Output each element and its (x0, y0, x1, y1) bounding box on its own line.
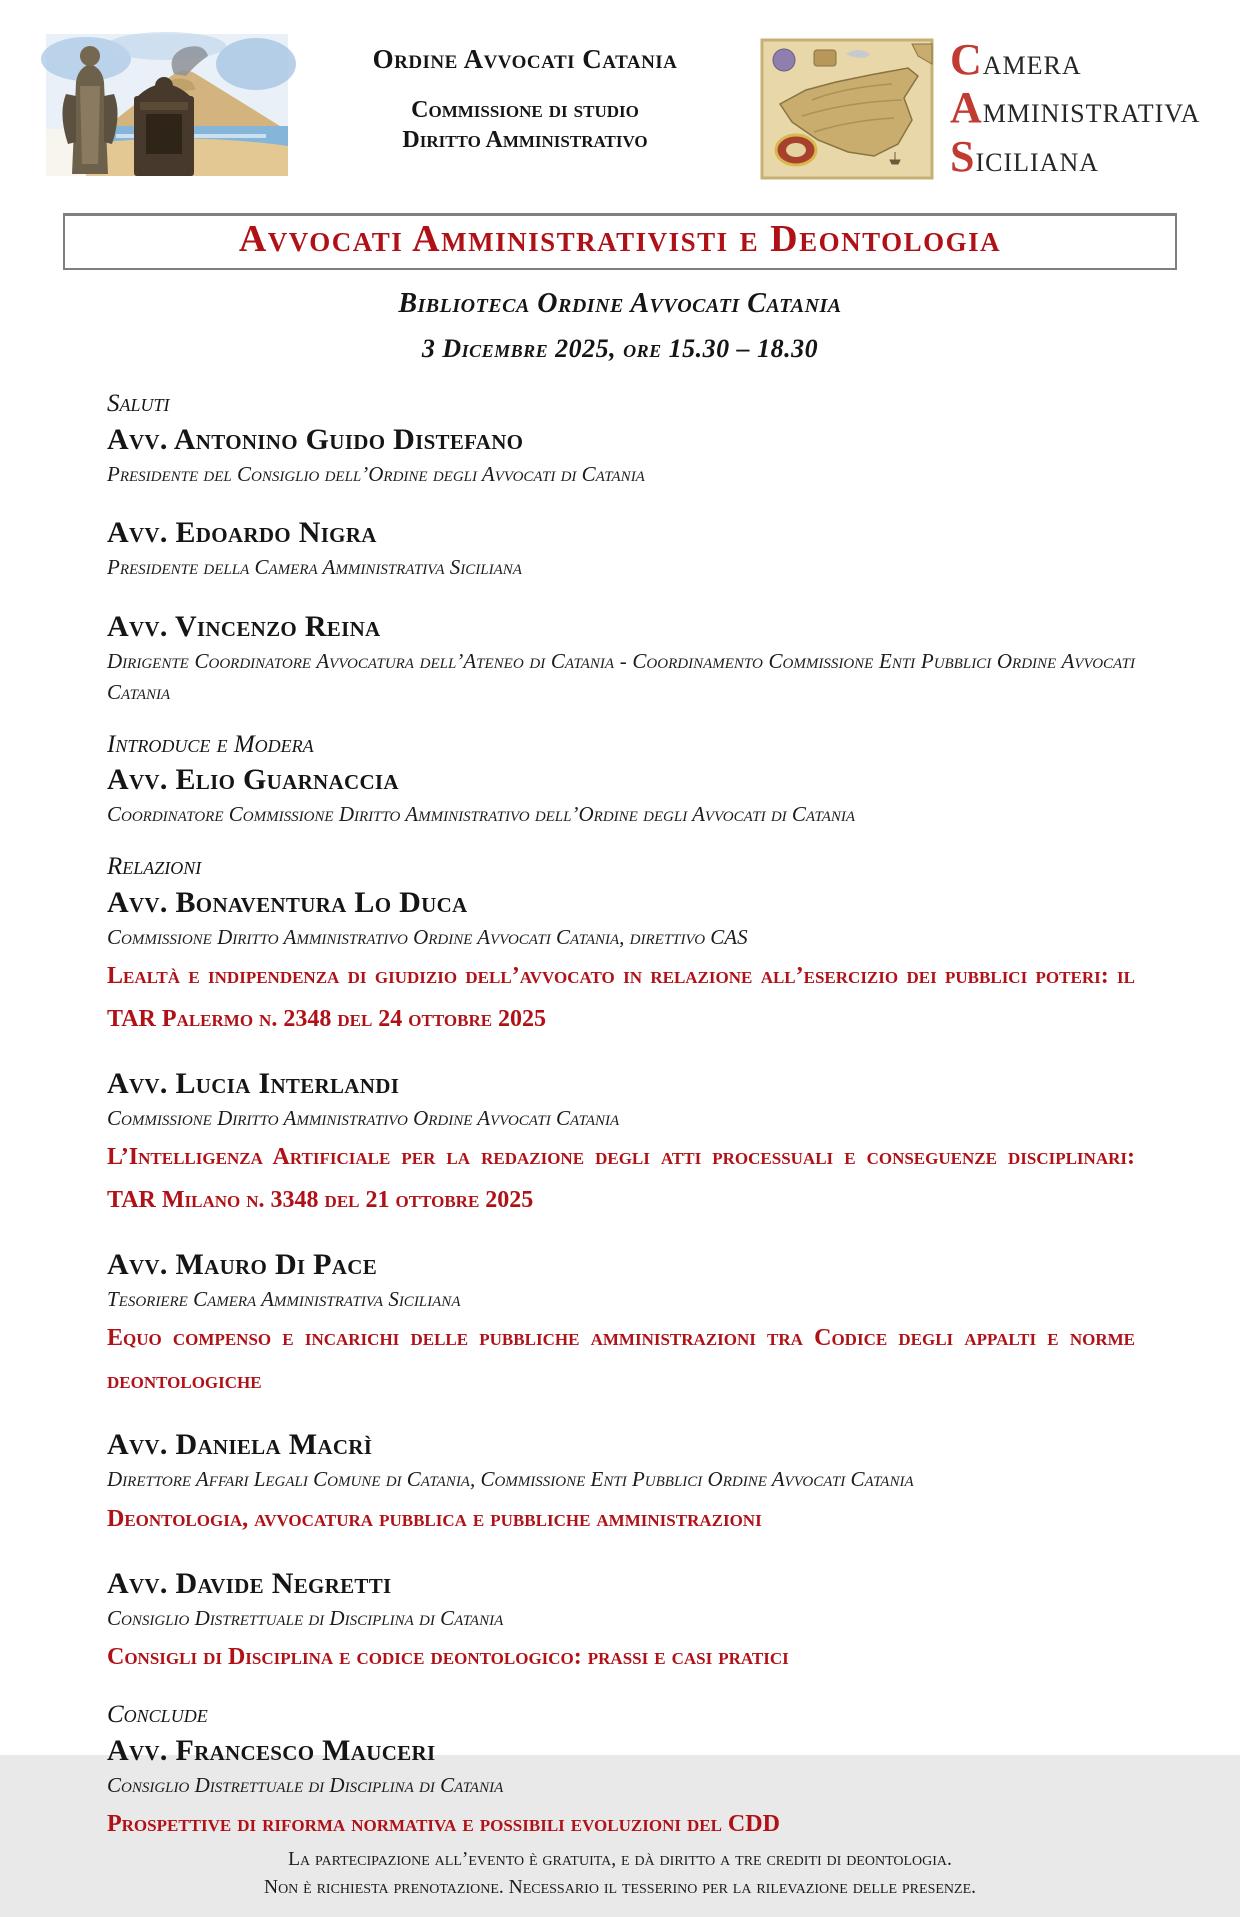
section-label-relazioni: Relazioni (107, 852, 202, 880)
speaker-entry-di-pace (107, 1247, 1135, 1403)
cas-rest-amministrativa: MMINISTRATIVA (982, 99, 1201, 129)
cas-initial-s: S (950, 131, 976, 181)
speaker-entry-macri (107, 1427, 1135, 1540)
cas-initial-c: C (950, 35, 983, 84)
organizer-block (288, 34, 762, 154)
speaker-name: Avv. Mauro Di Pace (107, 1247, 378, 1281)
sicily-map-logo (762, 40, 932, 178)
title-banner (63, 213, 1177, 270)
speaker-name: Avv. Antonino Guido Distefano (107, 422, 524, 456)
program-list (0, 364, 1240, 1846)
organizer-subtitle-2: Diritto Amministrativo (402, 127, 648, 153)
header (0, 0, 1240, 183)
speaker-entry-lo-duca (107, 885, 1135, 1041)
talk-title: Deontologia, avvocatura pubblica e pubbliche amministrazioni (107, 1505, 762, 1532)
speaker-name: Avv. Vincenzo Reina (107, 609, 381, 643)
speaker-role: Commissione Diritto Amministrativo Ordine Avvocati Catania (107, 1105, 620, 1130)
speaker-role: Direttore Affari Legali Comune di Catania, Commissione Enti Pubblici Ordine Avvocati Catania (107, 1467, 914, 1492)
cas-initial-a: A (950, 83, 983, 133)
organizer-title: Ordine Avvocati Catania (372, 44, 678, 74)
cas-line-siciliana (950, 131, 1200, 183)
speaker-role: Coordinatore Commissione Diritto Amministrativo dell’Ordine degli Avvocati di Catania (107, 802, 856, 827)
speaker-name: Avv. Daniela Macrì (107, 1428, 373, 1462)
speaker-name: Avv. Francesco Mauceri (107, 1733, 436, 1767)
talk-title: Prospettive di riforma normativa e possibili evoluzioni del CDD (107, 1811, 780, 1838)
talk-title: L’Intelligenza Artificiale per la redazione degli atti processuali e conseguenze disciplinari: TAR Milano n. 3348 del 21 ottobre 2025 (107, 1144, 1135, 1213)
speaker-name: Avv. Elio Guarnaccia (107, 763, 399, 797)
speaker-role: Presidente del Consiglio dell’Ordine degli Avvocati di Catania (107, 461, 645, 486)
speaker-entry-interlandi (107, 1066, 1135, 1222)
cas-rest-camera: AMERA (982, 51, 1082, 80)
cas-line-camera (950, 35, 1200, 86)
section-label-conclude: Conclude (107, 1700, 208, 1728)
antique-map-icon (762, 40, 932, 178)
speaker-role: Commissione Diritto Amministrativo Ordine Avvocati Catania, direttivo CAS (107, 924, 748, 949)
speaker-role: Tesoriere Camera Amministrativa Siciliana (107, 1286, 461, 1311)
catania-watercolor-logo (46, 34, 288, 176)
speaker-role: Consiglio Distrettuale di Disciplina di Catania (107, 1605, 504, 1630)
watercolor-artwork-icon (46, 34, 288, 176)
cas-rest-siciliana: ICILIANA (975, 147, 1100, 177)
speaker-entry-distefano (107, 422, 1135, 491)
speaker-name: Avv. Davide Negretti (107, 1566, 392, 1600)
page-title: Avvocati Amministrativisti e Deontologia (238, 217, 1002, 260)
talk-title: Equo compenso e incarichi delle pubbliche amministrazioni tra Codice degli appalti e norme deontologiche (107, 1325, 1135, 1394)
speaker-role: Dirigente Coordinatore Avvocatura dell’Ateneo di Catania - Coordinamento Commissione Enti Pubblici Ordine Avvocati Catania (107, 648, 1135, 705)
cas-wordmark (932, 34, 1200, 183)
footer-line-1: La partecipazione all’evento è gratuita, e dà diritto a tre crediti di deontologia. (288, 1848, 952, 1870)
footer-note (0, 1846, 1240, 1917)
speaker-role: Consiglio Distrettuale di Disciplina di Catania (107, 1772, 504, 1797)
section-label-saluti: Saluti (107, 389, 170, 417)
speaker-name: Avv. Edoardo Nigra (107, 516, 377, 550)
speaker-entry-guarnaccia (107, 762, 1135, 831)
speaker-entry-negretti (107, 1566, 1135, 1679)
cas-line-amministrativa (950, 83, 1201, 134)
talk-title: Consigli di Disciplina e codice deontologico: prassi e casi pratici (107, 1644, 789, 1671)
footer-line-2: Non è richiesta prenotazione. Necessario il tesserino per la rilevazione delle presenze. (263, 1876, 976, 1898)
venue-line: Biblioteca Ordine Avvocati Catania (398, 287, 842, 319)
speaker-entry-reina (107, 609, 1135, 709)
speaker-name: Avv. Lucia Interlandi (107, 1066, 400, 1100)
talk-title: Lealtà e indipendenza di giudizio dell’avvocato in relazione all’esercizio dei pubblici poteri: il TAR Palermo n. 2348 del 24 ottobre 2025 (107, 963, 1135, 1032)
speaker-role: Presidente della Camera Amministrativa Siciliana (107, 555, 522, 580)
date-time-line: 3 Dicembre 2025, ore 15.30 – 18.30 (421, 333, 819, 363)
speaker-name: Avv. Bonaventura Lo Duca (107, 885, 468, 919)
organizer-subtitle-1: Commissione di studio (411, 97, 639, 123)
speaker-entry-nigra (107, 515, 1135, 584)
speaker-entry-mauceri (107, 1733, 1135, 1846)
section-label-introduce-e-modera: Introduce e Modera (107, 730, 314, 758)
